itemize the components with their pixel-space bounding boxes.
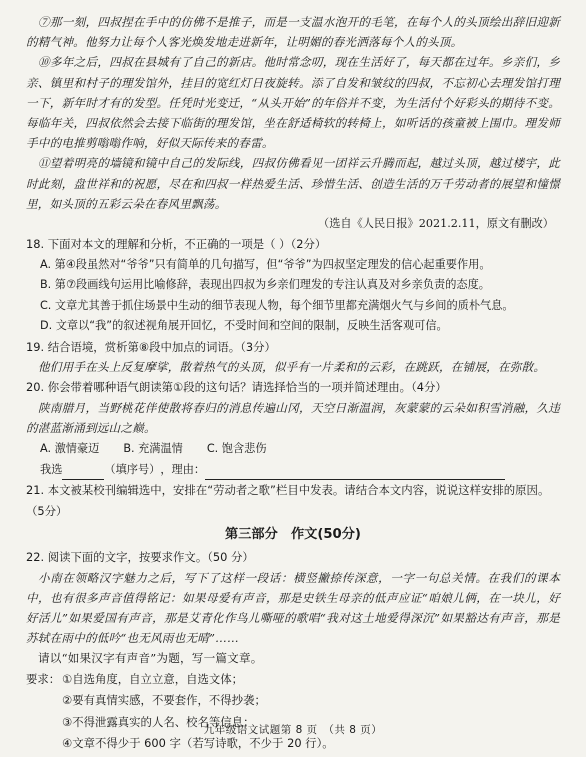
question-18-option-c: C. 文章尤其善于抓住场景中生动的细节表现人物，每个细节里都充满烟火气与乡间的质朴气息。 xyxy=(40,298,514,312)
question-22-stem: 22. 阅读下面的文字，按要求作文。（50 分） xyxy=(26,550,254,565)
question-20-answer-line xyxy=(26,459,560,480)
question-18-stem: 18. 下面对本文的理解和分析，不正确的一项是（ ）（2分） xyxy=(26,237,327,252)
question-22-prompt: 小南在领略汉字魅力之后，写下了这样一段话：横竖撇捺传深意，一字一句总关情。在我们的课本中，也有很多声音值得铭记：如果母爱有声音，那是史铁生母亲的低声应证“咱娘儿俩，在一块儿，好好活儿”如果爱国有声音，那是艾青化作鸟儿嘶哑的歌唱“我对这土地爱得深沉”如果豁达有声音，那是苏轼在雨中的低吟“也无风雨也无晴”…… xyxy=(26,570,560,646)
section-3-title: 第三部分 作文(50分) xyxy=(225,527,361,543)
question-20-choice-label: 我选 xyxy=(40,463,63,477)
requirement-3: ③不得泄露真实的人名、校名等信息； xyxy=(62,714,255,729)
requirements-label: 要求： xyxy=(26,671,61,686)
question-20-fill-hint: （填序号） xyxy=(104,463,161,477)
requirement-4: ④文章不得少于 600 字（若写诗歌，不少于 20 行）。 xyxy=(62,736,334,751)
question-20-options xyxy=(26,438,560,459)
requirement-1-row xyxy=(26,669,560,691)
question-19-quote: 他们用手在头上反复摩挲，散着热气的头顶，似乎有一片柔和的云彩，在跳跃，在铺展，在弥散。 xyxy=(38,360,546,375)
question-20-reason-blank[interactable] xyxy=(205,465,505,480)
question-20-reason-label: ，理由： xyxy=(160,463,206,477)
question-20-stem: 20. 你会带着哪种语气朗读第①段的这句话？请选择恰当的一项并简述理由。（4分） xyxy=(26,380,447,395)
question-18-option-b: B. 第⑦段画线句运用比喻修辞，表现出四叔为乡亲们理发的专注认真及对乡亲负责的态度。 xyxy=(40,278,490,292)
passage-paragraph-7: ⑦那一刻，四叔捏在手中的仿佛不是推子，而是一支温水泡开的毛笔，在每个人的头顶绘出辞旧迎新的精气神。他努力让每个人客光焕发地走进新年，让明媚的春光洒落每个人的头顶。 xyxy=(26,15,560,50)
question-18-option-a: A. 第④段虽然对“爷爷”只有简单的几句描写，但“爷爷”为四叔坚定理发的信心起重要作用。 xyxy=(40,257,491,271)
question-21-stem: 21. 本文被某校刊编辑选中，安排在“劳动者之歌”栏目中发表。请结合本文内容，说说这样安排的原因。（5分） xyxy=(26,483,550,518)
question-20-option-a: A. 激情豪迈 xyxy=(40,442,100,456)
question-18-option-d: D. 文章以“我”的叙述视角展开回忆，不受时间和空间的限制，反映生活客观可信。 xyxy=(40,319,448,333)
page-footer: 九年级语文试题第 8 页 （共 8 页） xyxy=(203,724,383,736)
question-19-stem: 19. 结合语境，赏析第⑧段中加点的词语。（3分） xyxy=(26,339,276,354)
passage-paragraph-11: ⑪望着明亮的墙镜和镜中自己的发际线，四叔仿佛看见一团祥云升腾而起，越过头顶，越过楼宇，此时此刻，盘世祥和的祝愿，尽在和四叔一样热爱生活、珍惜生活、创造生活的万千劳动者的展望和憧憬里，如头顶的五彩云朵在春风里飘荡。 xyxy=(26,156,560,211)
question-22-instruction: 请以“如果汉字有声音”为题，写一篇文章。 xyxy=(38,651,263,666)
question-20-choice-blank[interactable] xyxy=(62,465,104,480)
requirement-1: ①自选角度，自立立意，自选文体； xyxy=(62,671,244,686)
question-20-option-b: B. 充满温情 xyxy=(123,442,183,456)
requirement-2: ②要有真情实感，不要套作，不得抄袭； xyxy=(62,693,266,708)
question-20-option-c: C. 饱含悲伤 xyxy=(206,442,267,456)
passage-paragraph-10: ⑩多年之后，四叔在县城有了自己的新店。他时常念叨，现在生活好了，每天都在过年。乡亲们，乡亲、镇里和村子的理发馆外，挂目的宽红灯日夜旋转。添了自发和皱纹的四叔，不忘初心去理发馆打理一下，新年时才有的发型。任凭时光变迁，“从头开始”的年俗并不变，为生活付个好彩头的期待不变。每临年关，四叔依然会去接下临街的理发馆，坐在舒适椅软的转椅上，如听话的孩童被上围巾。理发师手中的电推剪嗡嗡作响，好似天际传来的春雷。 xyxy=(26,55,560,151)
passage-source: （选自《人民日报》2021.2.11，原文有删改） xyxy=(318,217,554,231)
question-20-quote: 陕南腊月，当野桃花伴使散将春归的消息传遍山冈，天空日渐温润，灰蒙蒙的云朵如积雪消融，久违的湛蓝渐涌到远山之巅。 xyxy=(26,400,560,435)
